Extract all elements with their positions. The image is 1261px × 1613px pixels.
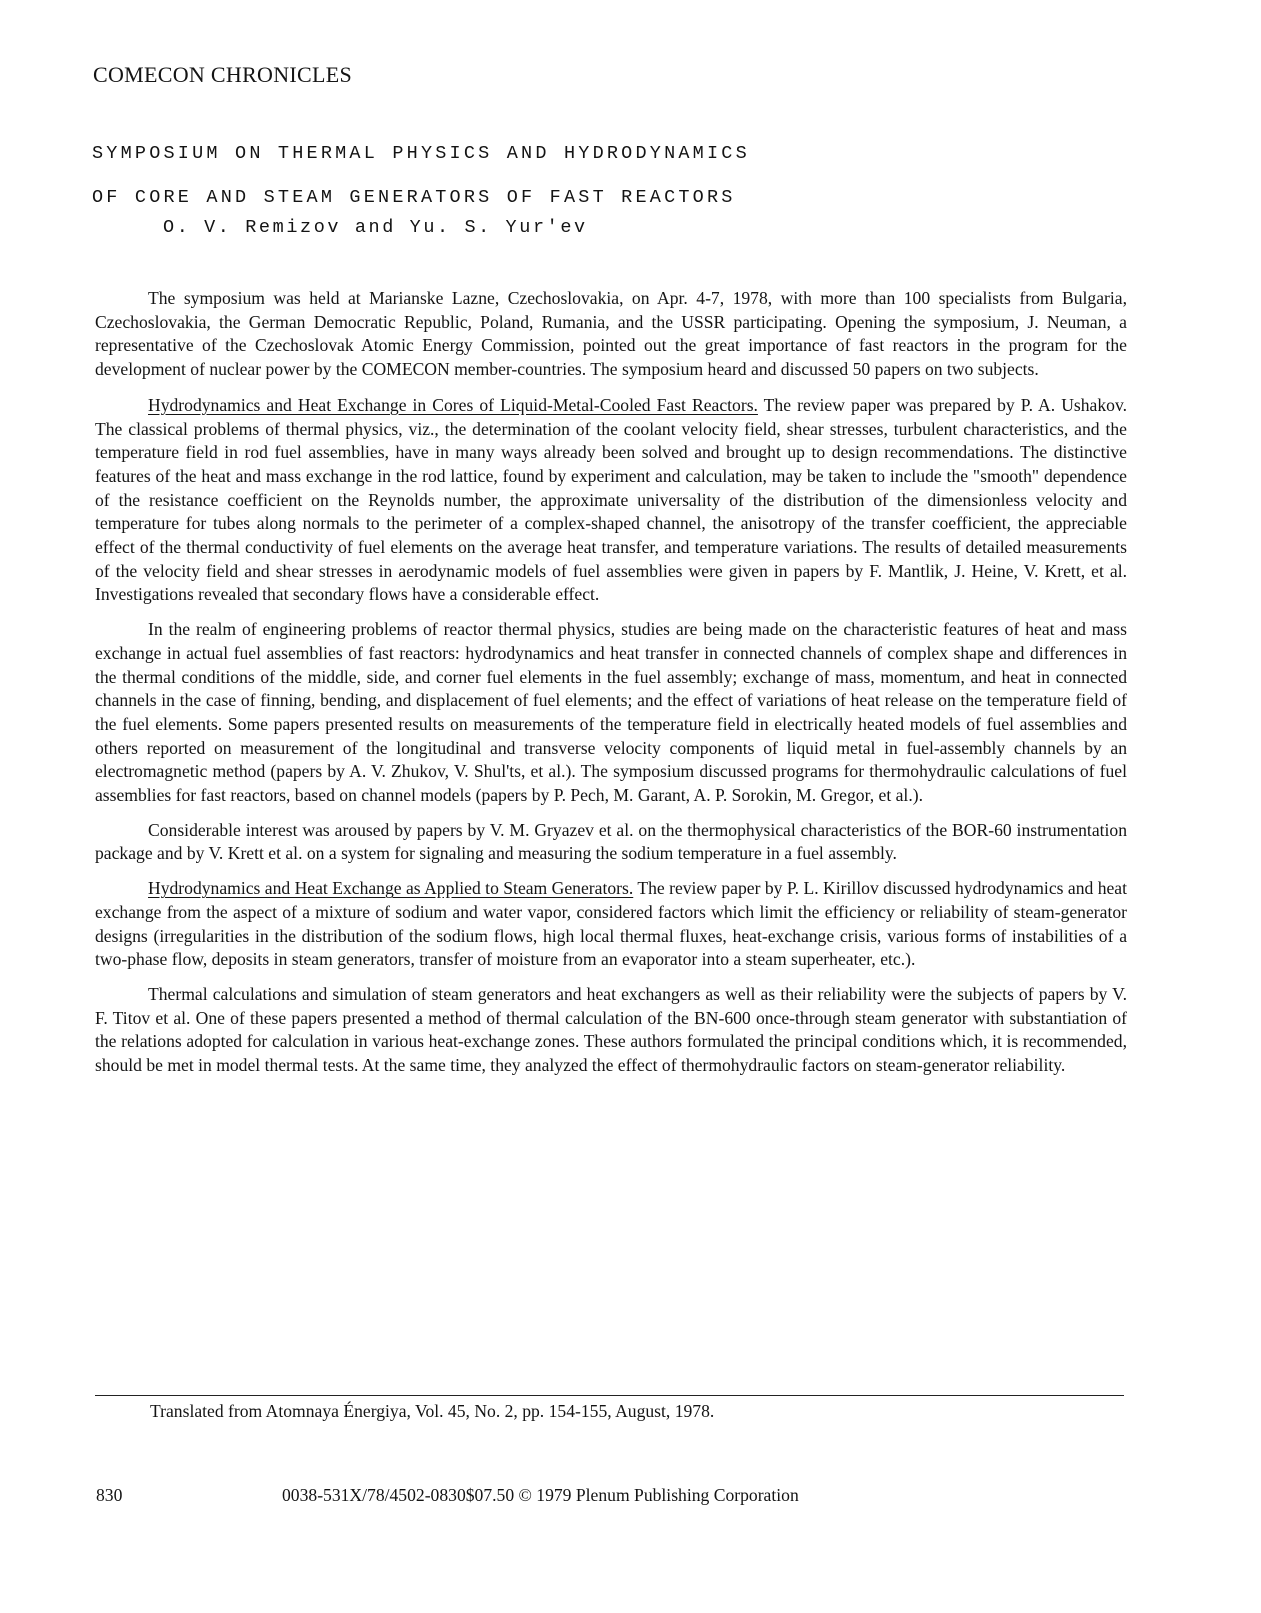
article-authors: O. V. Remizov and Yu. S. Yur'ev bbox=[163, 217, 588, 238]
article-body bbox=[95, 287, 1127, 1089]
title-line-1: SYMPOSIUM ON THERMAL PHYSICS AND HYDRODYNAMICS bbox=[92, 143, 750, 164]
page-number: 830 bbox=[96, 1485, 123, 1505]
section-heading-core: Hydrodynamics and Heat Exchange in Cores of Liquid-Metal-Cooled Fast Reactors. bbox=[148, 394, 758, 415]
section-heading-steam: Hydrodynamics and Heat Exchange as Applied to Steam Generators. bbox=[148, 878, 634, 899]
paragraph-core-text: The review paper was prepared by P. A. Ushakov. The classical problems of thermal physics, viz., the determination of the coolant velocity field, shear stresses, turbulent characteristics, and the temperature field in rod fuel assemblies, have in many ways already been solved and brought up to design recommendations. The distinctive features of the heat and mass exchange in the rod lattice, found by experiment and calculation, may be taken to include the "smooth" dependence of the resistance coefficient on the Reynolds number, the approximate universality of the distribution of the dimensionless velocity and temperature for tubes along normals to the perimeter of a complex-shaped channel, the anisotropy of the transfer coefficient, the appreciable effect of the thermal conductivity of fuel elements on the average heat transfer, and temperature variations. The results of detailed measurements of the velocity field and shear stresses in aerodynamic models of fuel assemblies were given in papers by F. Mantlik, J. Heine, V. Krett, et al. Investigations revealed that secondary flows have a considerable effect. bbox=[95, 394, 1128, 605]
paragraph-bor60: Considerable interest was aroused by papers by V. M. Gryazev et al. on the thermophysical characteristics of the BOR-60 instrumentation package and by V. Krett et al. on a system for signaling and measuring the sodium temperature in a fuel assembly. bbox=[95, 819, 1127, 864]
paragraph-intro: The symposium was held at Marianske Lazne, Czechoslovakia, on Apr. 4-7, 1978, with more than 100 specialists from Bulgaria, Czechoslovakia, the German Democratic Republic, Poland, Rumania, and the USSR participating. Opening the symposium, J. Neuman, a representative of the Czechoslovak Atomic Energy Commission, pointed out the great importance of fast reactors in the program for the development of nuclear power by the COMECON member-countries. The symposium heard and discussed 50 papers on two subjects. bbox=[95, 288, 1127, 380]
translation-footnote: Translated from Atomnaya Énergiya, Vol. 45, No. 2, pp. 154-155, August, 1978. bbox=[150, 1401, 715, 1421]
paragraph-steam-text: The review paper by P. L. Kirillov discussed hydrodynamics and heat exchange from the aspect of a mixture of sodium and water vapor, considered factors which limit the efficiency or reliability of steam-generator designs (irregularities in the distribution of the sodium flows, high local thermal fluxes, heat-exchange crisis, various forms of instabilities of a two-phase flow, deposits in steam generators, transfer of moisture from an evaporator into a steam superheater, etc.). bbox=[95, 878, 1127, 970]
paragraph-thermal-calculations: Thermal calculations and simulation of steam generators and heat exchangers as well as their reliability were the subjects of papers by V. F. Titov et al. One of these papers presented a method of thermal calculation of the BN-600 once-through steam generator with substantiation of the relations adopted for calculation in various heat-exchange zones. These authors formulated the principal conditions which, it is recommended, should be met in model thermal tests. At the same time, they analyzed the effect of thermohydraulic factors on steam-generator reliability. bbox=[95, 983, 1127, 1076]
paragraph-core-hydrodynamics bbox=[95, 394, 1127, 607]
article-title bbox=[92, 132, 750, 220]
title-line-2: OF CORE AND STEAM GENERATORS OF FAST REACTORS bbox=[92, 187, 736, 208]
paragraph-engineering-problems: In the realm of engineering problems of reactor thermal physics, studies are being made on the characteristic features of heat and mass exchange in actual fuel assemblies of fast reactors: hydrodynamics and heat transfer in connected channels of complex shape and differences in the thermal conditions of the middle, side, and corner fuel elements in the fuel assembly; exchange of mass, momentum, and heat in connected channels in the case of finning, bending, and displacement of fuel elements; and the effect of variations of heat release on the temperature field of the fuel elements. Some papers presented results on measurements of the temperature field in electrically heated models of fuel assemblies and others reported on measurement of the longitudinal and transverse velocity components of liquid metal in fuel-assembly channels by an electromagnetic method (papers by A. V. Zhukov, V. Shul'ts, et al.). The symposium discussed programs for thermohydraulic calculations of fuel assemblies for fast reactors, based on channel models (papers by P. Pech, M. Garant, A. P. Sorokin, M. Gregor, et al.). bbox=[95, 619, 1127, 806]
section-header: COMECON CHRONICLES bbox=[93, 62, 353, 87]
footnote-divider bbox=[95, 1395, 1124, 1396]
copyright-line: 0038-531X/78/4502-0830$07.50 © 1979 Plenum Publishing Corporation bbox=[282, 1485, 799, 1505]
paragraph-steam-generators bbox=[95, 877, 1127, 972]
